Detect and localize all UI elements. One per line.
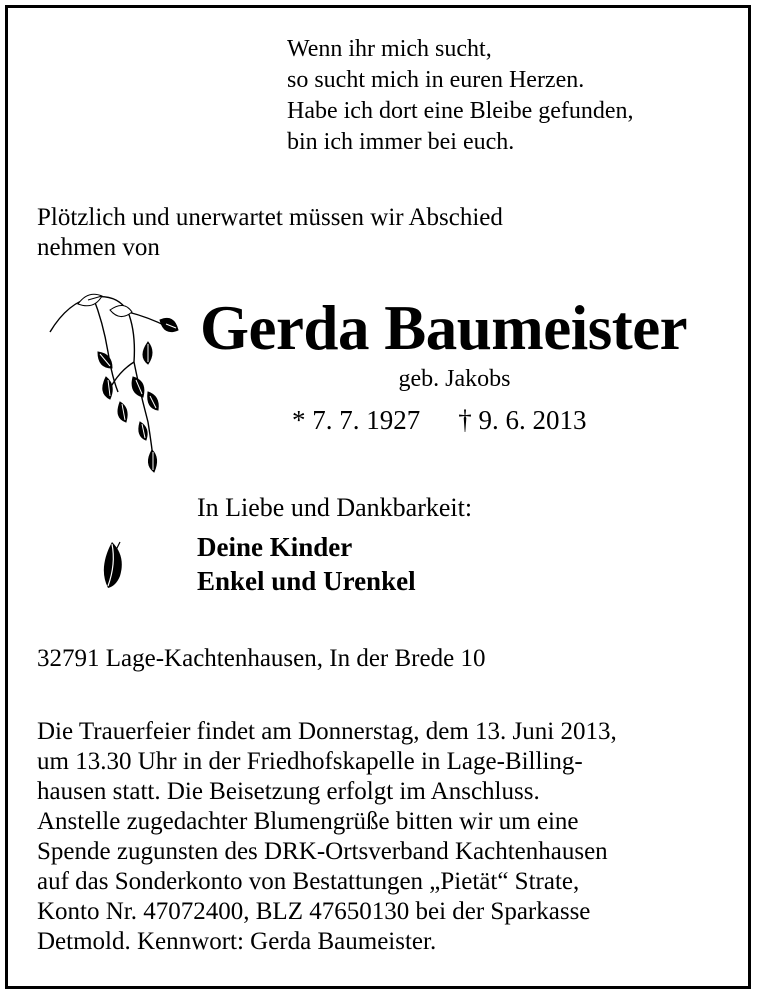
mourners-list xyxy=(197,530,416,598)
body-line: Anstelle zugedachter Blumengrüße bitten wir um eine xyxy=(37,808,579,835)
falling-leaf-icon xyxy=(100,538,130,590)
poem-line: Habe ich dort eine Bleibe gefunden, xyxy=(287,98,634,124)
poem-line: so sucht mich in euren Herzen. xyxy=(287,67,585,93)
intro-text xyxy=(37,203,503,263)
body-line: auf das Sonderkonto von Bestattungen „Pietät“ Strate, xyxy=(37,868,580,895)
funeral-details xyxy=(37,717,617,957)
life-dates xyxy=(292,405,587,436)
death-date: † 9. 6. 2013 xyxy=(458,405,587,435)
body-line: Die Trauerfeier findet am Donnerstag, dem 13. Juni 2013, xyxy=(37,718,617,745)
body-line: Konto Nr. 47072400, BLZ 47650130 bei der Sparkasse xyxy=(37,898,591,925)
poem-line: Wenn ihr mich sucht, xyxy=(287,36,492,62)
body-line: Detmold. Kennwort: Gerda Baumeister. xyxy=(37,928,437,955)
intro-line: nehmen von xyxy=(37,234,160,261)
intro-line: Plötzlich und unerwartet müssen wir Abschied xyxy=(37,204,503,231)
mourners-line: Enkel und Urenkel xyxy=(197,566,416,596)
mourners-line: Deine Kinder xyxy=(197,532,353,562)
maiden-name: geb. Jakobs xyxy=(398,366,511,392)
body-line: hausen statt. Die Beisetzung erfolgt im Anschluss. xyxy=(37,778,540,805)
mourners-intro: In Liebe und Dankbarkeit: xyxy=(197,493,473,522)
body-line: um 13.30 Uhr in der Friedhofskapelle in Lage-Billing- xyxy=(37,748,583,775)
poem-line: bin ich immer bei euch. xyxy=(287,129,515,155)
deceased-name: Gerda Baumeister xyxy=(200,293,688,363)
address: 32791 Lage-Kachtenhausen, In der Brede 10 xyxy=(37,645,486,672)
body-line: Spende zugunsten des DRK-Ortsverband Kachtenhausen xyxy=(37,838,608,865)
poem xyxy=(287,34,634,158)
birth-date: * 7. 7. 1927 xyxy=(292,405,421,435)
